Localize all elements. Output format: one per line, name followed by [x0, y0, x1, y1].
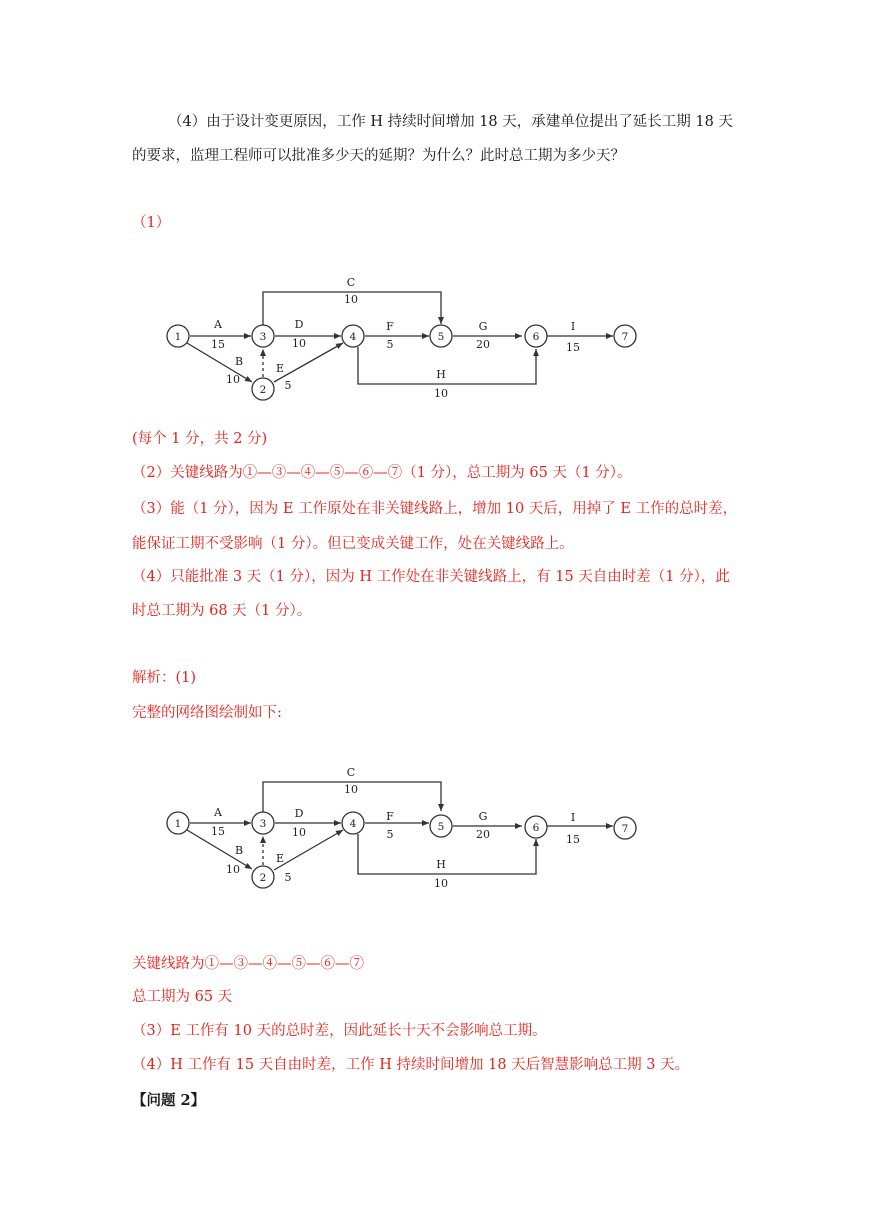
activity-name: I: [570, 320, 576, 333]
node-label: 4: [349, 331, 357, 343]
activity-duration: 10: [226, 863, 240, 876]
answer-score-note: (每个 1 分，共 2 分): [132, 431, 268, 447]
activity-duration: 10: [434, 877, 448, 890]
activity-name: H: [436, 368, 446, 381]
network-diagram-answer: [150, 268, 670, 408]
activity-duration: 15: [211, 338, 225, 351]
activity-name: A: [214, 318, 222, 331]
answer-part4-line1: （4）只能批准 3 天（1 分），因为 H 工作处在非关键线路上，有 15 天自由时差（1 分），此: [132, 569, 730, 585]
activity-duration: 10: [292, 337, 306, 350]
activity-duration: 5: [386, 828, 394, 841]
node-label: 4: [349, 818, 357, 830]
analysis-heading: 解析：(1): [132, 670, 197, 686]
analysis-part4: （4）H 工作有 15 天自由时差，工作 H 持续时间增加 18 天后智慧影响总工期 3 天。: [132, 1057, 690, 1073]
activity-name: D: [294, 807, 304, 820]
analysis-part3: （3）E 工作有 10 天的总时差，因此延长十天不会影响总工期。: [132, 1023, 547, 1039]
activity-name: F: [386, 810, 394, 823]
network-diagram-analysis: [150, 758, 670, 898]
node-label: 7: [621, 331, 629, 343]
activity-duration: 10: [344, 293, 358, 306]
activity-duration: 5: [386, 338, 394, 351]
activity-name: H: [436, 858, 446, 871]
activity-name: I: [570, 811, 576, 824]
activity-duration: 10: [226, 373, 240, 386]
node-label: 3: [259, 818, 267, 830]
node-label: 1: [174, 331, 182, 343]
activity-duration: 20: [476, 828, 490, 841]
node-label: 2: [259, 872, 267, 884]
node-label: 1: [174, 818, 182, 830]
analysis-intro: 完整的网络图绘制如下:: [132, 705, 282, 721]
analysis-total-duration: 总工期为 65 天: [132, 989, 233, 1005]
activity-name: G: [478, 810, 488, 823]
activity-duration: 10: [292, 826, 306, 839]
activity-name: B: [234, 355, 244, 368]
activity-name: D: [294, 318, 304, 331]
analysis-critical-path: 关键线路为①—③—④—⑤—⑥—⑦: [132, 956, 364, 972]
activity-name: E: [275, 852, 285, 865]
activity-name: B: [234, 844, 244, 857]
activity-duration: 5: [284, 379, 292, 392]
node-label: 6: [532, 822, 540, 834]
node-label: 3: [259, 331, 267, 343]
activity-duration: 10: [344, 783, 358, 796]
activity-name: G: [478, 320, 488, 333]
node-label: 6: [532, 331, 540, 343]
question-line-2: 的要求，监理工程师可以批准多少天的延期？为什么？此时总工期为多少天？: [132, 148, 625, 164]
question-line-1: （4）由于设计变更原因，工作 H 持续时间增加 18 天，承建单位提出了延长工期 18 天: [168, 114, 733, 130]
next-question-heading: 【问题 2】: [132, 1092, 206, 1109]
answer-part3-line1: （3）能（1 分），因为 E 工作原处在非关键线路上，增加 10 天后，用掉了 E 工作的总时差，: [132, 501, 738, 517]
answer-part1-label: （1）: [132, 215, 171, 231]
activity-duration: 5: [284, 871, 292, 884]
activity-duration: 15: [211, 825, 225, 838]
answer-part3-line2: 能保证工期不受影响（1 分）。但已变成关键工作，处在关键线路上。: [132, 536, 574, 552]
answer-part4-line2: 时总工期为 68 天（1 分）。: [132, 603, 312, 619]
node-label: 2: [259, 384, 267, 396]
activity-name: E: [275, 362, 285, 375]
answer-part2: （2）关键线路为①—③—④—⑤—⑥—⑦（1 分），总工期为 65 天（1 分）。: [132, 465, 632, 481]
node-label: 5: [437, 821, 445, 833]
activity-duration: 20: [476, 338, 490, 351]
activity-name: A: [214, 806, 222, 819]
node-label: 5: [437, 331, 445, 343]
activity-duration: 15: [566, 833, 580, 846]
activity-duration: 10: [434, 387, 448, 400]
activity-name: C: [346, 276, 356, 289]
activity-name: F: [386, 320, 394, 333]
node-label: 7: [621, 823, 629, 835]
activity-name: C: [346, 766, 356, 779]
activity-duration: 15: [566, 341, 580, 354]
